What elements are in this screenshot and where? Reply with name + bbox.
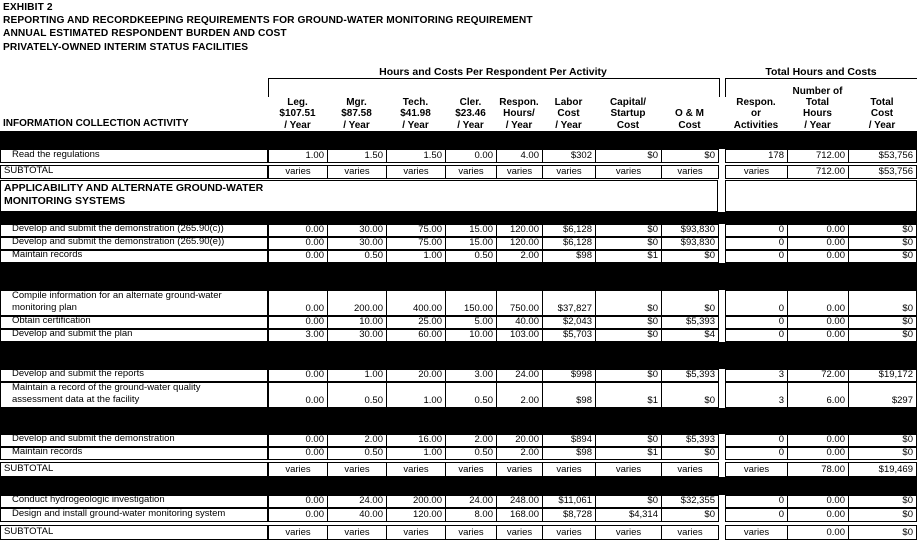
cell-mgr: 200.00 (327, 290, 387, 316)
cell-cler: varies (445, 165, 497, 179)
cell-capital-startup-cost: $0 (595, 224, 662, 237)
cell-respon-hours: 40.00 (496, 316, 543, 329)
cell-respondents-activities: 0 (725, 224, 788, 237)
cell-leg: 0.00 (268, 237, 328, 250)
cell-leg: 0.00 (268, 434, 328, 447)
cell-total-hours: 0.00 (787, 434, 849, 447)
cell-om-cost: $0 (661, 508, 719, 522)
cell-total-cost: $0 (848, 434, 917, 447)
cell-total-cost: $0 (848, 525, 917, 540)
cell-cler: 2.00 (445, 434, 497, 447)
cell-respon-hours: 2.00 (496, 382, 543, 408)
cell-total-hours: 0.00 (787, 237, 849, 250)
cell-labor-cost: $5,703 (542, 329, 596, 342)
cell-leg: 0.00 (268, 316, 328, 329)
cell-total-hours: 0.00 (787, 495, 849, 508)
cell-leg: 0.00 (268, 290, 328, 316)
column-header-line: Hours/ (503, 108, 535, 120)
cell-om-cost: $0 (661, 447, 719, 460)
cell-respon-hours: 750.00 (496, 290, 543, 316)
column-header-line: $87.58 (341, 108, 372, 120)
cell-leg: 3.00 (268, 329, 328, 342)
activity-label: Conduct hydrogeologic investigation (0, 495, 268, 508)
column-header-capital-startup-cost (595, 79, 661, 131)
cell-leg: varies (268, 165, 328, 179)
cell-respon-hours: varies (496, 525, 543, 540)
cell-respondents-activities: varies (725, 462, 788, 477)
column-header-respon-hours (496, 79, 542, 131)
cell-total-cost: $0 (848, 447, 917, 460)
cell-capital-startup-cost: $0 (595, 495, 662, 508)
cell-respondents-activities: 0 (725, 434, 788, 447)
column-header-line: / Year (284, 119, 311, 131)
section-divider-bar (0, 131, 917, 149)
column-header-line: Cost (678, 119, 701, 131)
cell-labor-cost: $2,043 (542, 316, 596, 329)
column-header-line: / Year (505, 119, 533, 131)
cell-respondents-activities: 0 (725, 250, 788, 263)
cell-respon-hours: varies (496, 462, 543, 477)
table-row (0, 369, 917, 382)
cell-tech: 25.00 (386, 316, 446, 329)
cell-labor-cost: $98 (542, 382, 596, 408)
cell-om-cost: $5,393 (661, 434, 719, 447)
cell-total-cost: $0 (848, 508, 917, 522)
cell-total-cost: $53,756 (848, 149, 917, 163)
cell-total-hours: 0.00 (787, 329, 849, 342)
cell-om-cost: $4 (661, 329, 719, 342)
activity-label: Design and install ground-water monitoring system (0, 508, 268, 522)
exhibit-title: EXHIBIT 2 (3, 2, 53, 13)
cell-labor-cost: $302 (542, 149, 596, 163)
cell-respondents-activities: varies (725, 165, 788, 179)
column-header-tech (386, 79, 445, 131)
subtotal-row (0, 462, 917, 477)
column-header-line: Total (870, 97, 894, 109)
section-divider-bar (0, 263, 917, 290)
cell-labor-cost: $894 (542, 434, 596, 447)
cell-labor-cost: varies (542, 165, 596, 179)
cell-mgr: 24.00 (327, 495, 387, 508)
cell-capital-startup-cost: $1 (595, 447, 662, 460)
cell-tech: 200.00 (386, 495, 446, 508)
cell-tech: varies (386, 462, 446, 477)
cell-tech: varies (386, 525, 446, 540)
cell-capital-startup-cost: $0 (595, 434, 662, 447)
cell-mgr: 30.00 (327, 237, 387, 250)
column-header-line: Cost (616, 119, 640, 131)
cell-total-hours: 0.00 (787, 316, 849, 329)
cell-total-cost: $0 (848, 495, 917, 508)
cell-leg: 0.00 (268, 224, 328, 237)
cell-total-hours: 0.00 (787, 290, 849, 316)
cell-capital-startup-cost: $1 (595, 250, 662, 263)
cell-labor-cost: $11,061 (542, 495, 596, 508)
cell-mgr: 0.50 (327, 250, 387, 263)
cell-respondents-activities: varies (725, 525, 788, 540)
activity-label: SUBTOTAL (0, 525, 268, 540)
table-row (0, 316, 917, 329)
column-header-line: / Year (457, 119, 484, 131)
activity-label: Develop and submit the demonstration (265.90(e)) (0, 237, 268, 250)
cell-respon-hours: 24.00 (496, 369, 543, 382)
cell-mgr: varies (327, 165, 387, 179)
cell-respon-hours: 103.00 (496, 329, 543, 342)
column-header-line: or (751, 108, 761, 120)
cell-total-hours: 0.00 (787, 525, 849, 540)
cell-mgr: 40.00 (327, 508, 387, 522)
cell-cler: 150.00 (445, 290, 497, 316)
cell-om-cost: $0 (661, 149, 719, 163)
cell-respondents-activities: 3 (725, 382, 788, 408)
facility-type: PRIVATELY-OWNED INTERIM STATUS FACILITIES (3, 41, 249, 53)
column-header-line: $23.46 (455, 108, 486, 120)
cell-mgr: varies (327, 525, 387, 540)
column-header-om-cost (661, 79, 718, 131)
cell-respondents-activities: 178 (725, 149, 788, 163)
activity-label: Read the regulations (0, 149, 268, 163)
cell-respon-hours: 2.00 (496, 250, 543, 263)
cell-total-hours: 72.00 (787, 369, 849, 382)
cell-total-hours: 0.00 (787, 224, 849, 237)
cell-total-cost: $297 (848, 382, 917, 408)
cell-total-cost: $0 (848, 250, 917, 263)
cell-cler: 15.00 (445, 224, 497, 237)
cell-respondents-activities: 0 (725, 290, 788, 316)
cell-tech: varies (386, 165, 446, 179)
cell-leg: 0.00 (268, 369, 328, 382)
cell-mgr: 1.50 (327, 149, 387, 163)
subtotal-row (0, 165, 917, 179)
cell-tech: 400.00 (386, 290, 446, 316)
column-header-line: Total (805, 97, 830, 109)
column-header-line: / Year (555, 119, 582, 131)
column-header-respondents-activities (725, 79, 787, 131)
activity-label: Maintain a record of the ground-water quality assessment data at the facility (0, 382, 268, 408)
cell-capital-startup-cost: $0 (595, 149, 662, 163)
cell-om-cost: $0 (661, 290, 719, 316)
cell-tech: 120.00 (386, 508, 446, 522)
activity-label: SUBTOTAL (0, 462, 268, 477)
cell-tech: 20.00 (386, 369, 446, 382)
column-header-line: $41.98 (400, 108, 431, 120)
section-header: APPLICABILITY AND ALTERNATE GROUND-WATER MONITORING SYSTEMS (0, 180, 718, 212)
cell-leg: 0.00 (268, 495, 328, 508)
cell-leg: varies (268, 462, 328, 477)
activity-label: Develop and submit the reports (0, 369, 268, 382)
column-header-line: Cost (557, 108, 580, 120)
cell-respon-hours: 20.00 (496, 434, 543, 447)
cell-capital-startup-cost: $0 (595, 329, 662, 342)
cell-total-cost: $19,172 (848, 369, 917, 382)
activity-column-header: INFORMATION COLLECTION ACTIVITY (3, 118, 189, 129)
cell-respondents-activities: 0 (725, 495, 788, 508)
cell-tech: 75.00 (386, 237, 446, 250)
cell-respondents-activities: 0 (725, 329, 788, 342)
cell-tech: 1.00 (386, 382, 446, 408)
report-title: REPORTING AND RECORDKEEPING REQUIREMENTS FOR GROUND-WATER MONITORING REQUIREMENT (3, 15, 533, 27)
activity-label: SUBTOTAL (0, 165, 268, 179)
cell-cler: 0.50 (445, 250, 497, 263)
cell-total-cost: $0 (848, 329, 917, 342)
cell-capital-startup-cost: $0 (595, 369, 662, 382)
cell-respondents-activities: 0 (725, 316, 788, 329)
column-header-line: O & M (675, 108, 704, 120)
cell-leg: 1.00 (268, 149, 328, 163)
column-header-labor-cost (542, 79, 595, 131)
document-titles (3, 1, 533, 54)
column-header-line: Activities (733, 119, 779, 131)
table-row (0, 434, 917, 447)
cell-om-cost: $32,355 (661, 495, 719, 508)
cell-leg: 0.00 (268, 447, 328, 460)
table-row (0, 447, 917, 460)
column-header-line: Number of (792, 85, 843, 97)
cell-cler: 5.00 (445, 316, 497, 329)
cell-mgr: 10.00 (327, 316, 387, 329)
section-header-totals-box (725, 180, 917, 212)
cell-labor-cost: $98 (542, 250, 596, 263)
cell-capital-startup-cost: varies (595, 525, 662, 540)
cell-respon-hours: 2.00 (496, 447, 543, 460)
cell-labor-cost: varies (542, 462, 596, 477)
section-divider-bar (0, 342, 917, 369)
cell-labor-cost: $37,827 (542, 290, 596, 316)
cell-total-cost: $0 (848, 316, 917, 329)
activity-label: Compile information for an alternate ground-water monitoring plan (0, 290, 268, 316)
cell-respondents-activities: 0 (725, 508, 788, 522)
cell-mgr: varies (327, 462, 387, 477)
cell-total-cost: $19,469 (848, 462, 917, 477)
cell-leg: 0.00 (268, 382, 328, 408)
cell-total-hours: 712.00 (787, 165, 849, 179)
cell-mgr: 30.00 (327, 329, 387, 342)
cell-respondents-activities: 0 (725, 447, 788, 460)
cell-om-cost: varies (661, 462, 719, 477)
report-subtitle: ANNUAL ESTIMATED RESPONDENT BURDEN AND COST (3, 28, 287, 40)
activity-label: Maintain records (0, 447, 268, 460)
column-header-total-cost (848, 79, 916, 131)
cell-capital-startup-cost: varies (595, 462, 662, 477)
column-header-total-hours (787, 79, 848, 131)
cell-leg: 0.00 (268, 508, 328, 522)
cell-cler: 0.50 (445, 447, 497, 460)
cell-total-cost: $0 (848, 237, 917, 250)
cell-leg: varies (268, 525, 328, 540)
cell-capital-startup-cost: $4,314 (595, 508, 662, 522)
column-header-cler (445, 79, 496, 131)
column-header-line: Tech. (402, 97, 429, 109)
table-row (0, 237, 917, 250)
cell-cler: 0.00 (445, 149, 497, 163)
cell-labor-cost: $998 (542, 369, 596, 382)
cell-tech: 1.50 (386, 149, 446, 163)
cell-mgr: 1.00 (327, 369, 387, 382)
cell-labor-cost: varies (542, 525, 596, 540)
cell-total-hours: 0.00 (787, 508, 849, 522)
cell-cler: varies (445, 462, 497, 477)
column-header-line: Labor (554, 97, 583, 109)
activity-label: Develop and submit the demonstration (265.90(c)) (0, 224, 268, 237)
cell-mgr: 30.00 (327, 224, 387, 237)
cell-om-cost: varies (661, 525, 719, 540)
column-header-leg (268, 79, 327, 131)
cell-cler: varies (445, 525, 497, 540)
cell-mgr: 2.00 (327, 434, 387, 447)
section-divider-bar (0, 477, 917, 495)
cell-capital-startup-cost: $0 (595, 316, 662, 329)
table-row (0, 508, 917, 522)
cell-respon-hours: 120.00 (496, 237, 543, 250)
cell-labor-cost: $6,128 (542, 224, 596, 237)
cell-respon-hours: 4.00 (496, 149, 543, 163)
cell-total-hours: 0.00 (787, 447, 849, 460)
activity-label: Develop and submit the plan (0, 329, 268, 342)
cell-total-hours: 0.00 (787, 250, 849, 263)
cell-respondents-activities: 3 (725, 369, 788, 382)
cell-total-hours: 712.00 (787, 149, 849, 163)
cell-cler: 8.00 (445, 508, 497, 522)
cell-total-cost: $0 (848, 290, 917, 316)
cell-om-cost: $93,830 (661, 224, 719, 237)
group-header-totals: Total Hours and Costs (765, 66, 877, 78)
table-row (0, 290, 917, 316)
column-header-line: Respon. (736, 97, 776, 109)
cell-tech: 1.00 (386, 447, 446, 460)
cell-mgr: 0.50 (327, 382, 387, 408)
cell-respon-hours: 120.00 (496, 224, 543, 237)
activity-label: Obtain certification (0, 316, 268, 329)
cell-om-cost: $93,830 (661, 237, 719, 250)
column-header-line: Hours (803, 108, 832, 120)
column-header-line: Cost (870, 108, 894, 120)
column-header-line: / Year (804, 119, 831, 131)
cell-respon-hours: 168.00 (496, 508, 543, 522)
cell-cler: 10.00 (445, 329, 497, 342)
cell-om-cost: $0 (661, 250, 719, 263)
column-header-line: / Year (868, 119, 896, 131)
cell-capital-startup-cost: $0 (595, 290, 662, 316)
section-divider-bar (0, 408, 917, 434)
column-header-line: Capital/ (609, 97, 647, 109)
table-row (0, 329, 917, 342)
cell-om-cost: varies (661, 165, 719, 179)
table-row (0, 382, 917, 408)
cell-om-cost: $5,393 (661, 316, 719, 329)
column-header-line: Mgr. (346, 97, 367, 109)
cell-total-hours: 78.00 (787, 462, 849, 477)
cell-tech: 60.00 (386, 329, 446, 342)
cell-tech: 75.00 (386, 224, 446, 237)
cell-labor-cost: $6,128 (542, 237, 596, 250)
table-row (0, 250, 917, 263)
column-header-line: $107.51 (279, 108, 316, 120)
cell-total-hours: 6.00 (787, 382, 849, 408)
cell-respondents-activities: 0 (725, 237, 788, 250)
cell-respon-hours: varies (496, 165, 543, 179)
cell-capital-startup-cost: varies (595, 165, 662, 179)
column-header-line: Leg. (287, 97, 308, 109)
activity-label: Maintain records (0, 250, 268, 263)
cell-cler: 15.00 (445, 237, 497, 250)
cell-tech: 16.00 (386, 434, 446, 447)
cell-total-cost: $53,756 (848, 165, 917, 179)
cell-labor-cost: $98 (542, 447, 596, 460)
group-header-per-activity: Hours and Costs Per Respondent Per Activity (379, 66, 607, 78)
cell-leg: 0.00 (268, 250, 328, 263)
column-header-line: / Year (343, 119, 370, 131)
cell-tech: 1.00 (386, 250, 446, 263)
subtotal-row (0, 525, 917, 540)
column-header-line: / Year (402, 119, 429, 131)
cell-respon-hours: 248.00 (496, 495, 543, 508)
cell-total-cost: $0 (848, 224, 917, 237)
cell-om-cost: $5,393 (661, 369, 719, 382)
activity-label: Develop and submit the demonstration (0, 434, 268, 447)
column-header-mgr (327, 79, 386, 131)
cell-mgr: 0.50 (327, 447, 387, 460)
cell-capital-startup-cost: $1 (595, 382, 662, 408)
column-header-line: Cler. (459, 97, 482, 109)
table-row (0, 495, 917, 508)
table-row (0, 149, 917, 163)
cell-capital-startup-cost: $0 (595, 237, 662, 250)
cell-cler: 3.00 (445, 369, 497, 382)
cell-labor-cost: $8,728 (542, 508, 596, 522)
column-header-line: Respon. (499, 97, 539, 109)
cell-om-cost: $0 (661, 382, 719, 408)
cell-cler: 24.00 (445, 495, 497, 508)
column-header-line: Startup (610, 108, 646, 120)
cell-cler: 0.50 (445, 382, 497, 408)
